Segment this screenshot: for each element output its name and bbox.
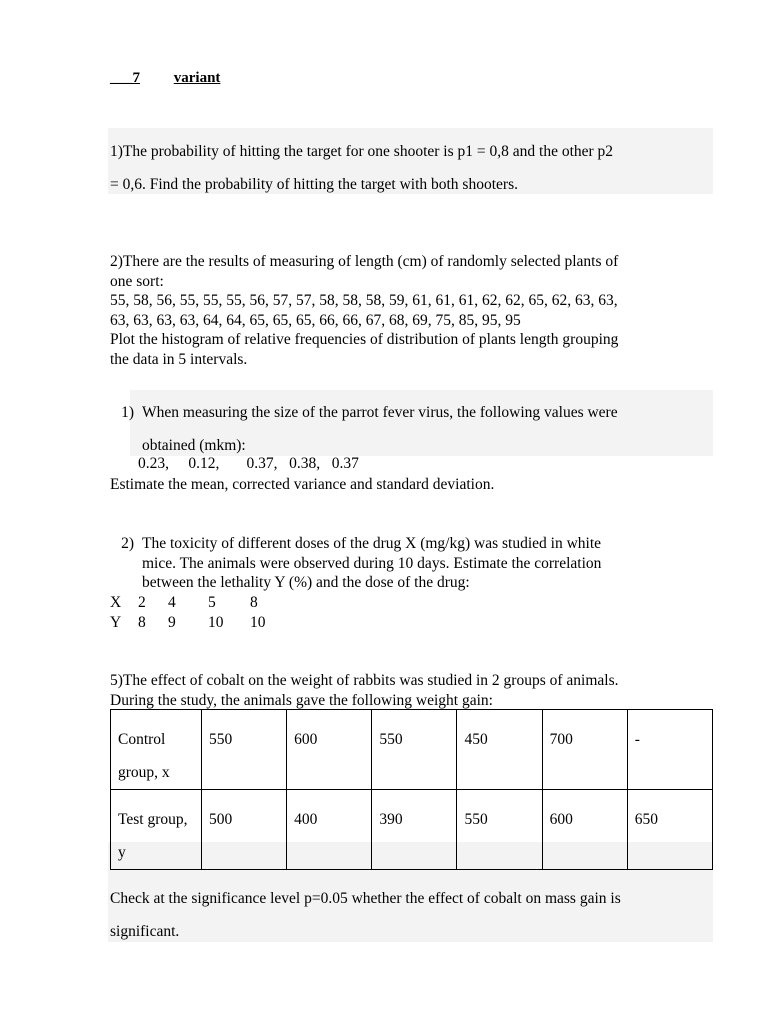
task4-x-row	[110, 593, 266, 613]
task2-data-line: 55, 58, 56, 55, 55, 55, 56, 57, 57, 58, 58, 58, 59, 61, 61, 61, 62, 62, 65, 62, 63, 63,	[110, 292, 618, 309]
task4-line: mice. The animals were observed during 10 days. Estimate the correlation	[142, 554, 602, 572]
table-cell: 450	[457, 710, 542, 790]
task2-line: the data in 5 intervals.	[110, 350, 248, 368]
task5-conclusion-line: significant.	[110, 923, 180, 940]
table-cell: 400	[287, 790, 372, 870]
table-cell: 500	[202, 790, 287, 870]
table-cell: 700	[542, 710, 627, 790]
task3-values	[138, 455, 359, 473]
task1-line: = 0,6. Find the probability of hitting the target with both shooters.	[110, 176, 518, 193]
task5-conclusion-line: Check at the significance level p=0.05 whether the effect of cobalt on mass gain is	[110, 890, 621, 907]
task4-x-label: X	[110, 594, 122, 611]
table-cell: 650	[627, 790, 712, 870]
task2-paragraph	[110, 252, 618, 369]
header-number: 7	[132, 70, 140, 86]
row-label: Control group, x	[111, 710, 202, 790]
task4-y-row	[110, 613, 266, 633]
table-cell: -	[627, 710, 712, 790]
task4-line: The toxicity of different doses of the drug X (mg/kg) was studied in white	[142, 535, 602, 552]
task4-y-value: 10	[208, 613, 224, 631]
table-cell: 550	[457, 790, 542, 870]
task4-y-value: 8	[138, 613, 146, 631]
task4-x-value: 2	[138, 594, 146, 611]
task4-y-value: 10	[250, 613, 266, 631]
task5-paragraph	[110, 671, 619, 710]
task3-line: When measuring the size of the parrot fever virus, the following values were	[142, 404, 618, 421]
table-cell: 600	[542, 790, 627, 870]
task4-x-value: 8	[250, 594, 258, 611]
task4-y-value: 9	[168, 613, 176, 631]
task3-value: 0.23,	[138, 455, 169, 472]
table-cell: 550	[372, 710, 457, 790]
task5-line: During the study, the animals gave the following weight gain:	[110, 691, 493, 709]
task1-paragraph	[110, 135, 613, 201]
task4-numbered-item	[110, 534, 601, 593]
task2-line: 2)There are the results of measuring of length (cm) of randomly selected plants of	[110, 253, 619, 270]
task1-line: 1)The probability of hitting the target for one shooter is p1 = 0,8 and the other p2	[110, 143, 614, 160]
table-cell: 550	[202, 710, 287, 790]
task3-number: 1)	[121, 404, 134, 421]
variant-header	[110, 70, 220, 87]
table-row-control	[111, 710, 713, 790]
task4-y-label: Y	[110, 613, 122, 631]
task4-line: between the lethality Y (%) and the dose of the drug:	[142, 574, 470, 591]
task3-numbered-item	[110, 396, 618, 462]
task2-line: one sort:	[110, 272, 164, 290]
weight-gain-table	[110, 709, 713, 870]
header-word: variant	[173, 70, 221, 86]
task3-value: 0.38,	[289, 455, 321, 472]
header-underscore: ___	[110, 70, 133, 86]
task3-value: 0.37,	[246, 455, 278, 472]
task4-x-value: 5	[208, 594, 216, 611]
task2-data-line: 63, 63, 63, 63, 64, 64, 65, 65, 65, 66, 66, 67, 68, 69, 75, 85, 95, 95	[110, 311, 521, 329]
task5-conclusion	[110, 882, 621, 948]
task4-x-value: 4	[168, 594, 176, 611]
task3-value: 0.12,	[188, 455, 220, 472]
table-row-test	[111, 790, 713, 870]
task4-number: 2)	[121, 535, 134, 552]
table-cell: 390	[372, 790, 457, 870]
task3-instruction: Estimate the mean, corrected variance and standard deviation.	[110, 476, 495, 493]
task2-line: Plot the histogram of relative frequencies of distribution of plants length grouping	[110, 331, 619, 348]
task3-value: 0.37	[331, 455, 359, 472]
task3-line: obtained (mkm):	[142, 437, 246, 454]
table-cell: 600	[287, 710, 372, 790]
row-label: Test group, y	[111, 790, 202, 870]
task5-line: 5)The effect of cobalt on the weight of rabbits was studied in 2 groups of animals.	[110, 672, 619, 689]
task4-xy-data	[110, 593, 266, 632]
